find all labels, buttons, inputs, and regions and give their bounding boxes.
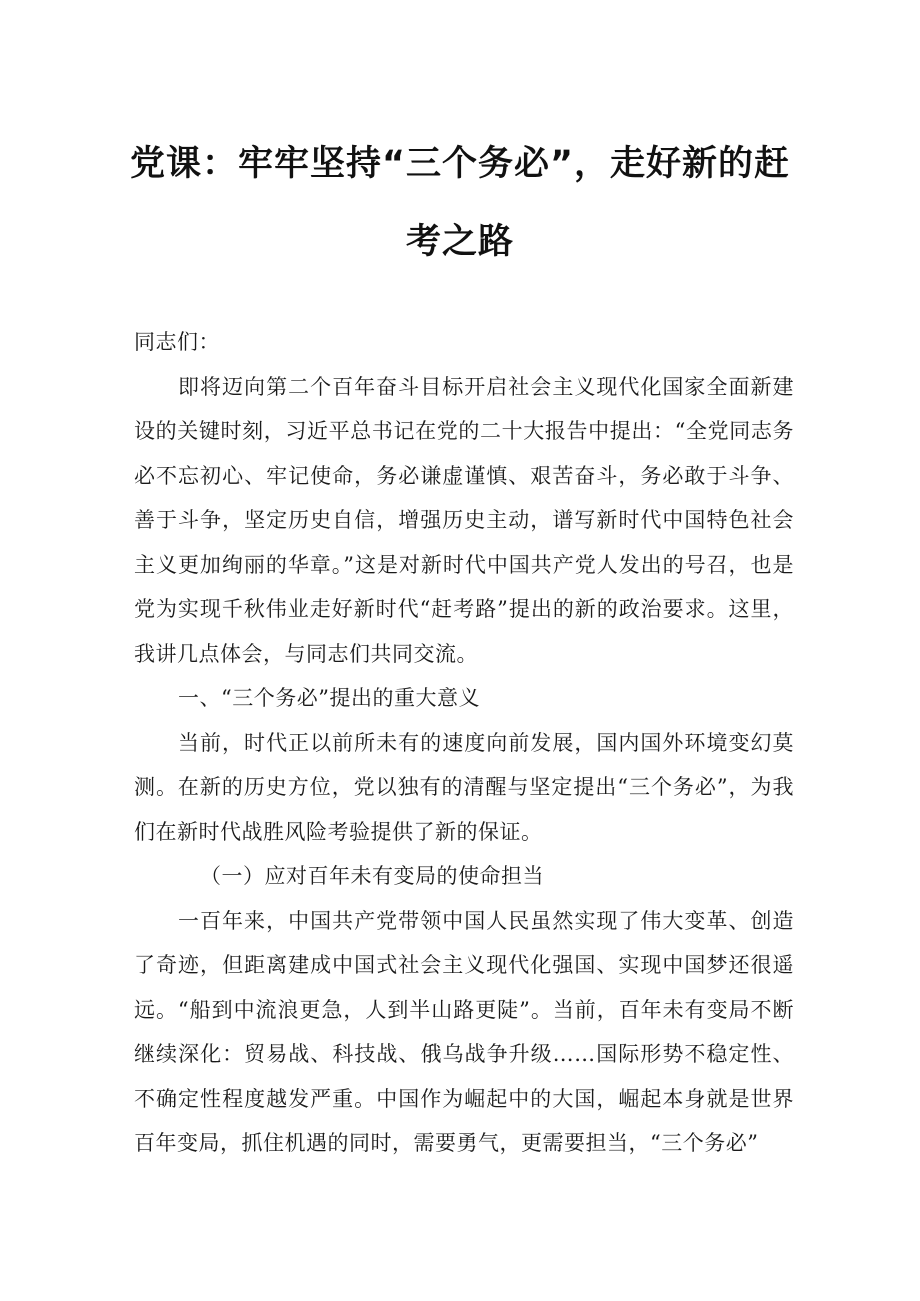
- document-title-line-1: 党课：牢牢坚持“三个务必”，走好新的赶: [129, 144, 790, 184]
- section-heading-1: 一、“三个务必”提出的重大意义: [178, 686, 480, 710]
- document-body: [134, 320, 794, 1166]
- paragraph-subsection-1: 一百年来，中国共产党带领中国人民虽然实现了伟大变革、创造了奇迹，但距离建成中国式社会主义现代化强国、实现中国梦还很遥远。“船到中流浪更急，人到半山路更陡”。当前，百年未有变局不断继续深化：贸易战、科技战、俄乌战争升级……国际形势不稳定性、不确定性程度越发严重。中国作为崛起中的大国，崛起本身就是世界百年变局，抓住机遇的同时，需要勇气，更需要担当，“三个务必”: [134, 908, 794, 1155]
- document-title-line-2: 考之路: [405, 222, 514, 262]
- paragraph-intro: 即将迈向第二个百年奋斗目标开启社会主义现代化国家全面新建设的关键时刻，习近平总书记在党的二十大报告中提出：“全党同志务必不忘初心、牢记使命，务必谦虚谨慎、艰苦奋斗，务必敢于斗争、善于斗争，坚定历史自信，增强历史主动，谱写新时代中国特色社会主义更加绚丽的华章。”这是对新时代中国共产党人发出的号召，也是党为实现千秋伟业走好新时代“赶考路”提出的新的政治要求。这里，我讲几点体会，与同志们共同交流。: [134, 374, 794, 666]
- paragraph-section-1: 当前，时代正以前所未有的速度向前发展，国内国外环境变幻莫测。在新的历史方位，党以独有的清醒与坚定提出“三个务必”，为我们在新时代战胜风险考验提供了新的保证。: [134, 730, 794, 844]
- salutation: 同志们：: [134, 330, 220, 354]
- subsection-heading-1: （一）应对百年未有变局的使命担当: [200, 864, 544, 888]
